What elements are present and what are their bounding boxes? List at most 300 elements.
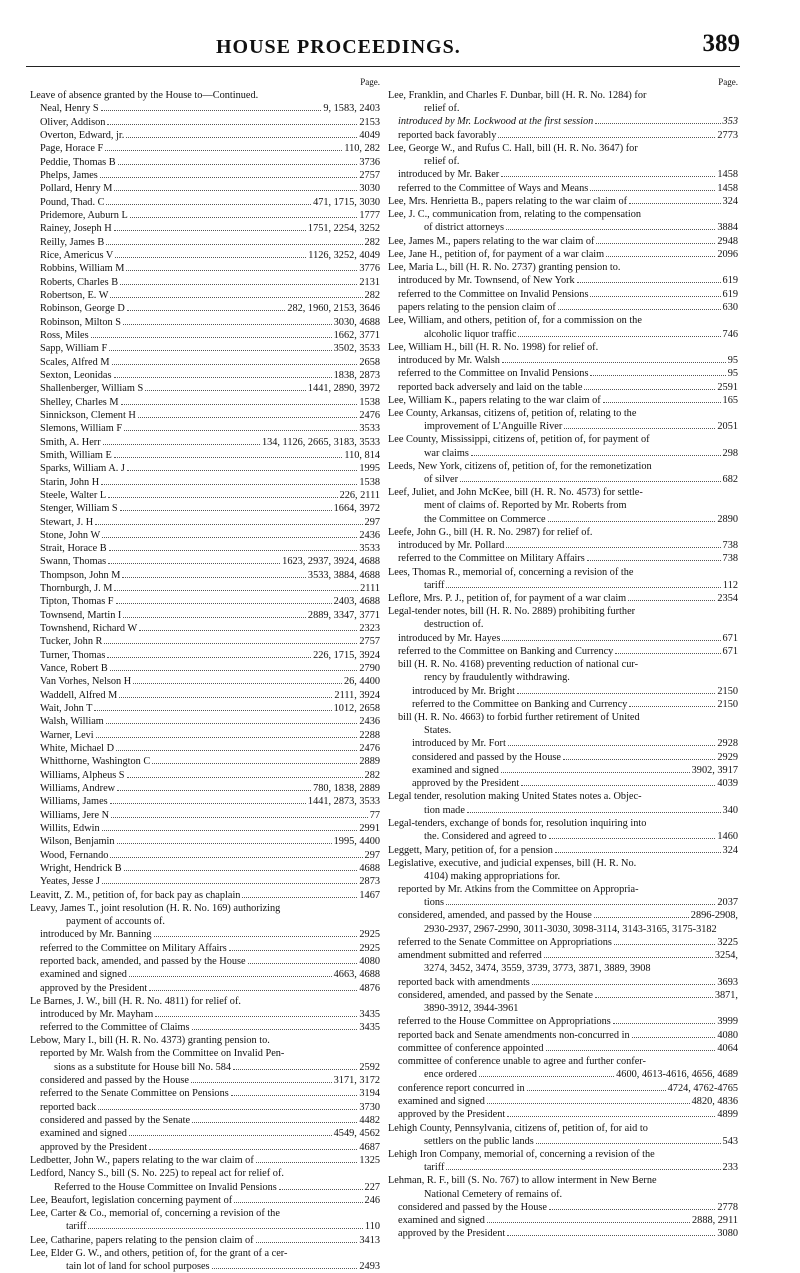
index-entry [388,115,738,128]
entry-text: examined and signed [412,765,499,777]
index-entry [30,102,380,115]
index-entry [30,529,380,542]
index-entry [30,1141,380,1154]
index-entry [30,329,380,342]
entry-page-refs: 3502, 3533 [333,343,380,355]
entry-text: referred to the Committee on Banking and Currency [412,698,628,710]
dot-leader [100,169,358,178]
entry-page-refs: 246 [364,1194,380,1206]
index-entry [30,395,380,408]
entry-page-refs: 619 [722,288,738,300]
dot-leader [96,729,358,738]
entry-page-refs: 2111 [360,583,380,595]
entry-text: considered and passed by the House [398,1201,547,1213]
entry-text: Slemons, William F [40,423,123,435]
entry-text: considered and passed by the House [40,1075,189,1087]
entry-page-refs: 4080 [359,955,380,967]
index-entry [388,909,738,922]
index-entry [388,407,738,420]
dot-leader [145,382,306,391]
index-entry [30,941,380,954]
entry-page-refs: 227 [364,1181,380,1193]
entry-text: Waddell, Alfred M [40,689,118,701]
entry-text: considered, amended, and passed by the Senate [398,989,594,1001]
dot-leader [101,475,357,484]
dot-leader [471,447,721,456]
entry-page-refs: 1441, 2890, 3972 [307,383,380,395]
entry-text: Sparks, William A. J [40,463,125,475]
dot-leader [615,645,720,654]
index-entry [30,1154,380,1167]
entry-text: Rice, Americus V [40,249,114,261]
entry-text: examined and signed [40,1128,127,1140]
entry-text: Lees, Thomas R., memorial of, concerning a revision of the [388,566,634,578]
entry-page-refs: 2096 [717,249,738,260]
entry-text: Van Vorhes, Nelson H [40,676,132,688]
entry-text: Neal, Henry S [40,103,99,115]
entry-page-refs: 671 [722,646,738,658]
entry-text: tariff [424,579,445,591]
index-entry [30,449,380,462]
entry-text: introduced by Mr. Hayes [398,632,501,644]
index-entry [30,355,380,368]
entry-page-refs: 324 [722,195,738,207]
entry-page-refs: 3030 [359,183,380,195]
dot-leader [613,1015,716,1024]
entry-text: Lee County, Mississippi, citizens of, petition of, for payment of [388,434,650,446]
index-entry [388,274,738,287]
entry-page-refs: 95 [727,354,738,366]
entry-text: Ledford, Nancy S., bill (S. No. 225) to repeal act for relief of. [30,1168,284,1180]
dot-leader [152,755,357,764]
entry-text: National Cemetery of remains of. [424,1188,563,1200]
dot-leader [110,662,358,671]
entry-text: Leflore, Mrs. P. J., petition of, for payment of a war claim [388,593,627,605]
page-header [26,30,740,67]
index-entry [388,1188,738,1201]
entry-text: Leef, Juliet, and John McKee, bill (H. R. No. 4573) for settle- [388,487,643,499]
entry-text: Lee, William, and others, petition of, for a commission on the [388,315,642,327]
index-entry [30,1220,380,1233]
entry-page-refs: 3902, 3917 [691,765,738,777]
dot-leader [506,539,720,548]
entry-page-refs: 2991 [359,823,380,835]
index-entry [30,755,380,768]
dot-leader [149,981,357,990]
dot-leader [632,1029,716,1038]
entry-text: referred to the Committee of Ways and Means [398,182,589,194]
entry-text: reported back with amendments [398,976,530,988]
index-entry [30,409,380,422]
dot-leader [105,142,342,151]
entry-text: Peddie, Thomas B [40,156,116,168]
dot-leader [109,542,358,551]
entry-page-refs: 3080 [717,1228,738,1240]
entry-text: Wright, Hendrick B [40,863,122,875]
dot-leader [532,975,716,984]
index-entry [30,502,380,515]
dot-leader [603,394,721,403]
entry-text: introduced by Mr. Fort [412,738,506,750]
entry-text: Phelps, James [40,169,98,181]
index-entry [388,1015,738,1028]
dot-leader [129,1127,332,1136]
dot-leader [155,1008,357,1017]
entry-text: approved by the President [40,1141,148,1153]
entry-text: 3890-3912, 3944-3961 [424,1003,519,1015]
index-entry [30,89,380,102]
entry-text: ence ordered [424,1069,477,1081]
dot-leader [192,1114,357,1123]
entry-page-refs: 233 [722,1162,738,1174]
index-entry [388,433,738,446]
entry-text: bill (H. R. No. 4663) to forbid further retirement of United [398,711,640,723]
index-entry [30,649,380,662]
entry-page-refs: 353 [722,116,738,128]
entry-text: White, Michael D [40,743,115,755]
index-entry [30,515,380,528]
entry-text: States. [424,725,452,737]
entry-text: Ross, Miles [40,329,89,341]
dot-leader [590,181,715,190]
index-entry [388,618,738,631]
dot-leader [479,1068,614,1077]
entry-text: Robertson, E. W [40,289,109,301]
index-entry [388,684,738,697]
entry-text: Warner, Levi [40,729,94,741]
index-entry [30,462,380,475]
entry-page-refs: 3871, [714,989,738,1001]
dot-leader [123,315,332,324]
dot-leader [106,195,311,204]
dot-leader [595,989,713,998]
index-entry [388,843,738,856]
entry-page-refs: 1662, 3771 [333,329,380,341]
entry-text: Starin, John H [40,476,100,488]
entry-text: settlers on the public lands [424,1135,534,1147]
entry-text: sions as a substitute for House bill No. 584 [54,1061,232,1073]
entry-page-refs: 3254, [714,950,738,962]
entry-page-refs: 619 [722,275,738,287]
index-entry [30,595,380,608]
entry-page-refs: 4049 [359,129,380,141]
dot-leader [126,129,357,138]
dot-leader [233,1061,357,1070]
entry-page-refs: 2790 [359,663,380,675]
entry-page-refs: 2131 [359,276,380,288]
entry-text: reported back [40,1101,97,1113]
entry-page-refs: 738 [722,540,738,552]
dot-leader [563,750,715,759]
index-entry [30,369,380,382]
entry-page-refs: 110 [364,1221,380,1233]
entry-text: 4104) making appropriations for. [424,870,561,882]
entry-text: Lebow, Mary I., bill (H. R. No. 4373) granting pension to. [30,1035,270,1047]
dot-leader [107,649,311,658]
entry-page-refs: 226, 1715, 3924 [313,649,380,661]
entry-page-refs: 780, 1838, 2889 [313,783,380,795]
index-entry [388,1148,738,1161]
entry-text: Strait, Horace B [40,543,107,555]
entry-page-refs: 471, 1715, 3030 [313,196,380,208]
index-entry [30,209,380,222]
index-entry [30,769,380,782]
index-entry [30,262,380,275]
index-entry [388,552,738,565]
dot-leader [138,409,358,418]
entry-text: the. Considered and agreed to [424,831,547,843]
index-entry [30,542,380,555]
index-entry [30,622,380,635]
dot-leader [446,579,721,588]
index-entry [388,566,738,579]
index-entry [388,168,738,181]
dot-leader [110,289,362,298]
index-entry [30,1101,380,1114]
index-entry [30,115,380,128]
entry-text: Stewart, J. H [40,516,94,528]
dot-leader [614,936,716,945]
dot-leader [234,1194,362,1203]
index-entry [388,447,738,460]
entry-text: Lehigh County, Pennsylvania, citizens of, petition of, for aid to [388,1122,648,1134]
index-entry [388,870,738,883]
index-entry [30,169,380,182]
dot-leader [590,367,725,376]
entry-text: Lee, Carter & Co., memorial of, concerning a revision of the [30,1207,280,1219]
dot-leader [106,715,358,724]
index-entry [388,737,738,750]
index-entry [388,89,738,102]
dot-leader [595,115,720,124]
index-entry [388,473,738,486]
entry-text: Sapp, William F [40,343,108,355]
entry-text: Lee, William H., bill (H. R. No. 1998) for relief of. [388,341,599,353]
dot-leader [110,848,362,857]
entry-page-refs: 3999 [717,1016,738,1028]
entry-text: approved by the President [412,778,520,790]
index-entry [30,1021,380,1034]
entry-text: referred to the Senate Committee on Pensions [40,1088,229,1100]
entry-text: Leavitt, Z. M., petition of, for back pay as chaplain [30,889,241,901]
entry-text: Steele, Walter L [40,489,107,501]
dot-leader [506,221,715,230]
index-column-right [388,76,738,1241]
entry-page-refs: 1995 [359,463,380,475]
index-entry [388,181,738,194]
dot-leader [587,552,721,561]
page-number: 389 [702,30,740,57]
index-entry [388,750,738,763]
entry-page-refs: 2051 [717,421,738,433]
entry-page-refs: 1460 [717,831,738,843]
entry-text: Tucker, John R [40,636,103,648]
index-entry [388,949,738,962]
dot-leader [629,195,721,204]
index-entry [30,569,380,582]
entry-page-refs: 2493 [359,1261,380,1272]
index-entry [30,689,380,702]
entry-page-refs: 4687 [359,1141,380,1153]
index-entry [30,915,380,928]
entry-text: considered and passed by the House [412,751,561,763]
index-entry [30,302,380,315]
index-entry [388,658,738,671]
index-entry [388,857,738,870]
dot-leader [518,327,720,336]
entry-page-refs: 630 [722,302,738,314]
index-entry [388,1108,738,1121]
dot-leader [127,462,357,471]
index-entry [30,1008,380,1021]
entry-text: reported back favorably [398,129,497,141]
entry-text: Whitthorne, Washington C [40,756,151,768]
dot-leader [126,262,357,271]
entry-text: Legal tender, resolution making United States notes a. Objec- [388,791,642,803]
entry-page-refs: 2591 [717,381,738,393]
entry-text: Lee, James M., papers relating to the war claim of [388,235,595,247]
dot-leader [502,354,726,363]
index-entry [388,314,738,327]
dot-leader [549,1201,715,1210]
entry-page-refs: 3171, 3172 [333,1075,380,1087]
index-entry [30,129,380,142]
entry-page-refs: 3776 [359,263,380,275]
entry-page-refs: 2773 [717,129,738,141]
entry-page-refs: 3884 [717,222,738,234]
index-entry [388,1029,738,1042]
entry-text: referred to the Committee on Military Affairs [40,942,227,954]
entry-text: Legal-tender notes, bill (H. R. No. 2889) prohibiting further [388,606,636,618]
index-entry [30,862,380,875]
index-entry [388,221,738,234]
entry-text: Ledbetter, John W., papers relating to the war claim of [30,1155,254,1167]
entry-text: Lee, William K., papers relating to the war claim of [388,394,601,406]
entry-text: Rainey, Joseph H [40,223,112,235]
dot-leader [101,102,322,111]
entry-page-refs: 2757 [359,169,380,181]
entry-text: Roberts, Charles B [40,276,119,288]
entry-text: Townshend, Richard W [40,623,138,635]
index-entry [30,1180,380,1193]
entry-text: war claims [424,447,469,459]
entry-text: Shelley, Charles M [40,396,119,408]
entry-page-refs: 3030, 4688 [333,316,380,328]
entry-text: Leggett, Mary, petition of, for a pension [388,844,553,856]
dot-leader [487,1095,690,1104]
entry-text: Leeds, New York, citizens of, petition of, for the remonetization [388,460,652,472]
index-entry [30,1194,380,1207]
index-entry [388,248,738,261]
index-entry [388,777,738,790]
entry-text: tions [424,897,445,909]
dot-leader [577,274,721,283]
entry-text: Willits, Edwin [40,823,100,835]
entry-text: Robbins, William M [40,263,125,275]
index-entry [30,222,380,235]
entry-text: Vance, Robert B [40,663,108,675]
entry-text: examined and signed [398,1215,485,1227]
dot-leader [446,896,715,905]
entry-page-refs: 2948 [717,235,738,247]
dot-leader [118,155,358,164]
entry-text: Shallenberger, William S [40,383,144,395]
dot-leader [191,1074,332,1083]
index-entry [30,1247,380,1260]
dot-leader [544,949,713,958]
dot-leader [102,875,358,884]
index-entry [30,342,380,355]
dot-leader [116,742,357,751]
entry-text: considered, amended, and passed by the House [398,910,592,922]
dot-leader [154,928,358,937]
index-entry [30,729,380,742]
entry-text: Lee, Mrs. Henrietta B., papers relating to the war claim of [388,195,628,207]
entry-page-refs: 1623, 2937, 3924, 4688 [282,556,380,568]
entry-page-refs: 2476 [359,743,380,755]
entry-text: Lehman, R. F., bill (S. No. 767) to allow interment in New Berne [388,1175,657,1187]
dot-leader [129,968,332,977]
dot-leader [127,302,286,311]
dot-leader [629,698,715,707]
entry-page-refs: 165 [722,394,738,406]
index-entry [388,1042,738,1055]
index-entry [388,1161,738,1174]
entry-page-refs: 2403, 4688 [333,596,380,608]
index-entry [388,1174,738,1187]
index-entry [388,764,738,777]
dot-leader [104,635,357,644]
entry-text: Tipton, Thomas F [40,596,114,608]
dot-leader [546,1042,716,1051]
index-entry [30,609,380,622]
index-entry [388,1082,738,1095]
entry-text: Lee, George W., and Rufus C. Hall, bill (H. R. No. 3647) for [388,142,638,154]
dot-leader [501,764,690,773]
entry-page-refs: 2925 [359,929,380,941]
entry-page-refs: 297 [364,516,380,528]
entry-text: introduced by Mr. Banning [40,929,152,941]
entry-page-refs: 282 [364,289,380,301]
entry-text: examined and signed [40,969,127,981]
index-entry [30,235,380,248]
entry-text: Walsh, William [40,716,104,728]
dot-leader [117,782,311,791]
entry-text: 2930-2937, 2967-2990, 3011-3030, 3098-3114, 3143-3165, 3175-3182 [424,923,717,935]
entry-text: of district attorneys [424,222,505,234]
entry-text: relief of. [424,155,460,167]
entry-page-refs: 2925 [359,942,380,954]
entry-text: Lee, Maria L., bill (H. R. No. 2737) granting pension to. [388,262,621,274]
dot-leader [112,355,358,364]
index-entry [388,539,738,552]
dot-leader [229,941,358,950]
entry-page-refs: 2890 [717,513,738,525]
entry-page-refs: 2929 [717,751,738,763]
index-entry [388,129,738,142]
entry-text: Lee, Franklin, and Charles F. Dunbar, bill (H. R. No. 1284) for [388,90,647,101]
index-entry [30,715,380,728]
entry-text: Robinson, Milton S [40,316,121,328]
index-entry [388,301,738,314]
dot-leader [115,249,306,258]
index-entry [388,579,738,592]
index-entry [388,208,738,221]
index-entry [30,782,380,795]
entry-text: referred to the Committee on Banking and Currency [398,646,614,658]
index-entry [388,380,738,393]
dot-leader [94,702,331,711]
